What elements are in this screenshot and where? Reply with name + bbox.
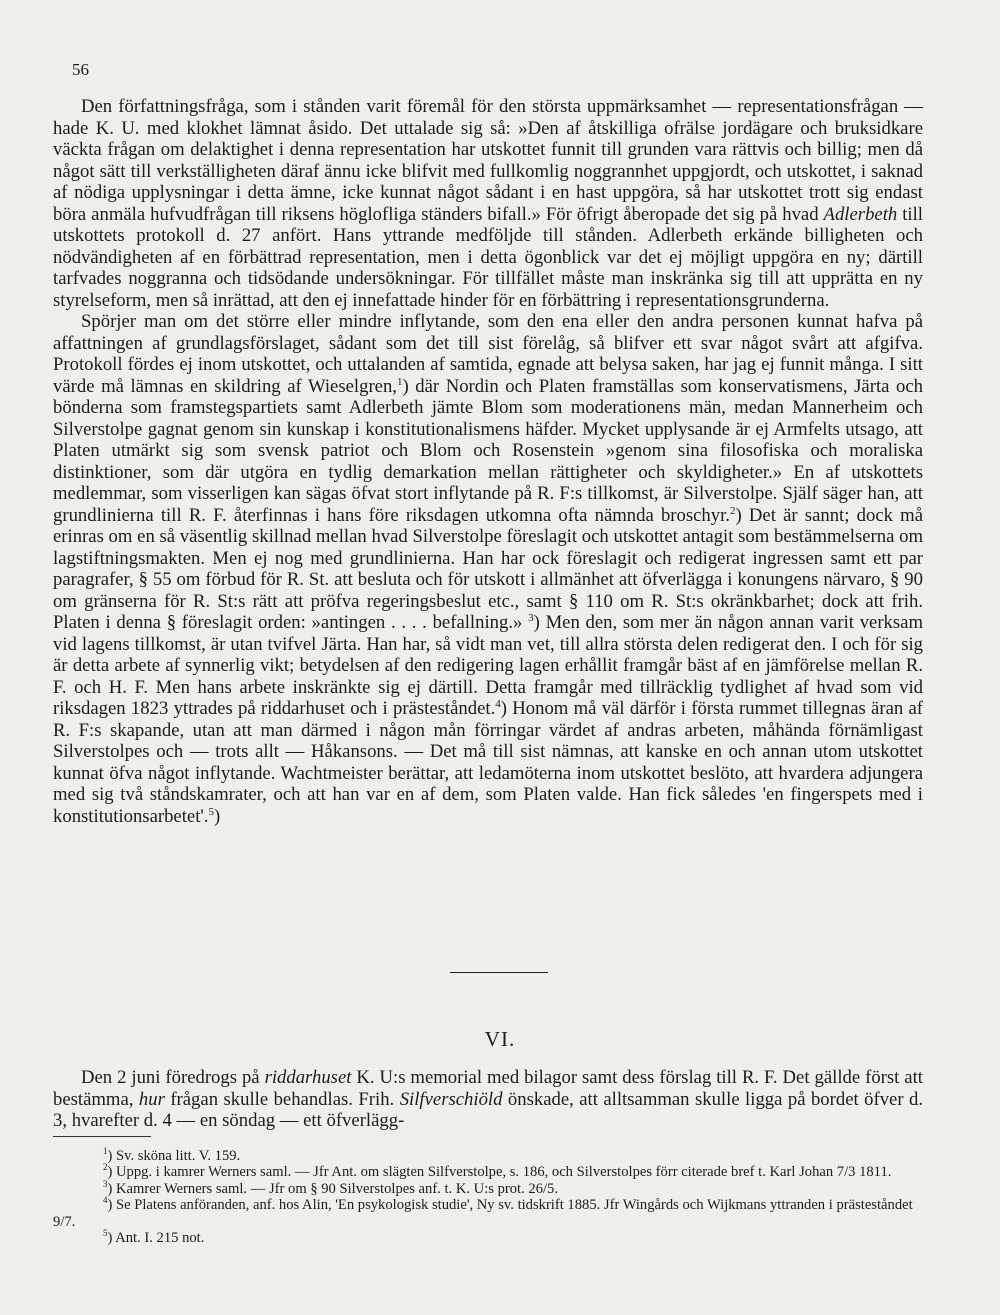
footnote-text: Sv. sköna litt. V. 159. — [116, 1148, 241, 1164]
footnote: $^3$) Kamrer Werners saml. — Jfr om § 90 Silverstolpes anf. t. K. U:s prot. 26/5. — [103, 1178, 558, 1197]
italic-run: Silfverschiöld — [399, 1088, 503, 1110]
page-number: 56 — [72, 60, 89, 79]
footnote-text: Kamrer Werners saml. — Jfr om § 90 Silverstolpes anf. t. K. U:s prot. 26/5. — [116, 1180, 558, 1197]
text-run: önskade, att alltsamman skulle ligga på bordet öfver d. 3, hvarefter d. 4 — en söndag — ett öfverlägg- — [53, 1088, 924, 1131]
footnote-text: Ant. I. 215 not. — [115, 1230, 205, 1247]
text-run: Men den, som mer än någon annan varit verksam vid lagens tillkomst, är utan tvifvel Järta. Han har, så vidt man vet, till allra största delen redigerat den. I och för sig är detta arbete af synnerlig vikt; betydelsen af den redigering lagen erhållit framgår bäst af en jämförelse mellan R. F. och H. F. Men hans arbete inskränkte sig ej därtill. Detta framgår med tillräcklig tydlighet af hvad som vid riksdagen 1823 yttrades på riddarhuset och i prästeståndet. — [53, 612, 923, 719]
footnote-ref: 5 — [208, 805, 214, 818]
footnote: $^1$) Sv. sköna litt. V. 159. — [103, 1146, 241, 1164]
italic-run: Adlerbeth — [823, 203, 898, 225]
section-text — [53, 1067, 923, 1132]
text-run: där Nordin och Platen framställas som konservatismens, Järta och bönderna som framstegspartiets samt Adlerbeth jämte Blom som moderationens män, medan Mannerheim och Silverstolpe gagnat genom sin kunskap i konstitutionalismens häfder. Mycket upplysande är ej Armfelts utsago, att Platen utmärkt sig som svensk patriot och Blom och Rosenstein »genom sina filosofiska och moraliska distinktioner, som där utgöra en tydlig demarkation mellan rättigheter och skyldigheter.» En af utskottets medlemmar, som visserligen kan sägas öfvat stort inflytande på R. F:s tillkomst, är Silverstolpe. Själf säger han, att grundlinierna till R. F. återfinnas i hans före riksdagen utkomna ofta nämnda broschyr. — [53, 375, 923, 526]
footnote-rule — [53, 1136, 151, 1137]
footnote-ref: 2 — [729, 504, 736, 517]
text-run: Honom må väl därför i första rummet tillegnas äran af R. F:s skapande, utan att man därmed i någon mån förringar värdet af andras arbeten, måhända förnämligast Silverstolpes och — trots allt — Håkansons. — Det må till sist nämnas, att kanske en och annan utom utskottet kunnat öfva något inflytande. Wachtmeister berättar, att ledamöterna inom utskottet beslöto, att hvardera adjungera med sig två ståndskamrater, och att han var en af dem, som Platen valde. Han fick således 'en fingerspets med i konstitutionsarbetet'. — [53, 698, 924, 827]
section-heading: VI. — [484, 1027, 516, 1051]
footnote-ref: 3 — [528, 611, 534, 624]
footnote-number: 5 — [103, 1228, 108, 1239]
paragraph: Spörjer man om det större eller mindre inflytande, som den ena eller den andra personen kunnat hafva på affattningen af grundlagsförslaget, sådant som det till sist förelåg, så blifver ett svar något svårt att afgifva. Protokoll fördes ej inom utskottet, och uttalanden af samtida, egnade att belysa saken, har jag ej funnit många. I sitt värde må lämnas en skildring af Wieselgren,$^1$) där Nordin och Platen framställas som konservatismens, Järta och bönderna som framstegspartiets samt Adlerbeth jämte Blom som moderationens män, medan Mannerheim och Silverstolpe gagnat genom sin kunskap i konstitutionalismens häfder. Mycket upplysande är ej Armfelts utsago, att Platen utmärkt sig som svensk patriot och Blom och Rosenstein »genom sina filosofiska och moraliska distinktioner, som där utgöra en tydlig demarkation mellan rättigheter och skyldigheter.» En af utskottets medlemmar, som visserligen kan sägas öfvat stort inflytande på R. F:s tillkomst, är Silverstolpe. Själf säger han, att grundlinierna till R. F. återfinnas i hans före riksdagen utkomna ofta nämnda broschyr.$^2$) Det är sannt; dock må erinras om en så väsentlig skillnad mellan hvad Silverstolpe föreslagit och utskottet antagit som bestämmelserna om lagstiftningsmakten. Men ej nog med grundlinierna. Han har ock föreslagit och redigerat ingressen samt ett par paragrafer, § 55 om förbud för R. St. att besluta och för utskott i allmänhet att öfverlägga i konungens närvaro, § 90 om gränserna för R. St:s rätt att pröfva regeringsbeslut etc., samt § 110 om R. St:s okränkbarhet; dock att frih. Platen i denna § föreslagit orden: »antingen . . . . befallning.» $^3$) Men den, som mer än någon annan varit verksam vid lagens tillkomst, är utan tvifvel Järta. Han har, så vidt man vet, till allra största delen redigerat den. I och för sig är detta arbete af synnerlig vikt; betydelsen af den redigering lagen erhållit framgår bäst af en jämförelse mellan R. F. och H. F. Men hans arbete inskränkte sig ej därtill. Detta framgår med tillräcklig tydlighet af hvad som vid riksdagen 1823 yttrades på riddarhuset och i prästeståndet.$^4$) Honom må väl därför i första rummet tillegnas äran af R. F:s skapande, utan att man därmed i någon mån förringar värdet af andras arbeten, måhända förnämligast Silverstolpes och — trots allt — Håkansons. — Det må till sist nämnas, att kanske en och annan utom utskottet kunnat öfva något inflytande. Wachtmeister berättar, att ledamöterna inom utskottet beslöto, att hvardera adjungera med sig två ståndskamrater, och att han var en af dem, som Platen valde. Han fick således 'en fingerspets med i konstitutionsarbetet'.$^5$) — [53, 311, 924, 827]
footnote: $^4$) Se Platens anföranden, anf. hos Alin, 'En psykologisk studie', Ny sv. tidskrift 1885. Jfr Wingårds och Wijkmans yttranden i prästeståndet 9/7. — [53, 1195, 913, 1230]
footnote-text: Uppg. i kamrer Werners saml. — Jfr Ant. om slägten Silfverstolpe, s. 186, och Silverstolpes förr citerade bref t. Karl Johan 7/3 1811. — [116, 1164, 892, 1181]
text-run: Den författningsfråga, som i stånden varit föremål för den största uppmärksamhet — representationsfrågan — hade K. U. med klokhet lämnat åsido. Det uttalade sig så: »Den af åtskilliga ofrälse jordägare och bruksidkare väckta frågan om delaktighet i denna representation har utskottet funnit till grunden vara rättvis och billig; men då något sätt till verkställigheten däraf ännu icke blifvit med fullkomlig noggrannhet uppgjordt, och utskottet, i saknad af nödiga upplysningar i detta ämne, icke kunnat något sådant i en hast uppgöra, så har utskottet trott sig endast böra anmäla hufvudfrågan till riksens höglofliga ständers bifall.» För öfrigt åberopade det sig på hvad — [53, 96, 923, 225]
paragraph — [53, 96, 923, 311]
footnote: $^5$) Ant. I. 215 not. — [103, 1228, 205, 1247]
footnote-number: 3 — [103, 1178, 108, 1189]
footnote: $^2$) Uppg. i kamrer Werners saml. — Jfr Ant. om slägten Silfverstolpe, s. 186, och Silverstolpes förr citerade bref t. Karl Johan 7/3 1811. — [103, 1162, 892, 1181]
text-run: Det är sannt; dock må erinras om en så väsentlig skillnad mellan hvad Silverstolpe föreslagit och utskottet antagit som bestämmelserna om lagstiftningsmakten. Men ej nog med grundlinierna. Han har ock föreslagit och redigerat ingressen samt ett par paragrafer, § 55 om förbud för R. St. att besluta och för utskott i allmänhet att öfverlägga i konungens närvaro, § 90 om gränserna för R. St:s rätt att pröfva regeringsbeslut etc., samt § 110 om R. St:s okränkbarhet; dock att frih. Platen i denna § föreslagit orden: »antingen . . . . befallning.» — [53, 504, 923, 633]
italic-run: hur — [138, 1088, 165, 1110]
footnote-number: 1 — [103, 1146, 108, 1157]
text-run: till utskottets protokoll d. 27 anfört. Hans yttrande medföljde till stånden. Adlerbeth erkände billigheten och nödvändigheten af en förbättrad representation, men i detta ögonblick var det ej möjligt uppgöra en ny; därtill tarfvades noggranna och tidsödande undersökningar. För tillfället måste man inskränka sig till att upprätta en ny styrelseform, men så inrättad, att den ej innefattade hinder för en förbättring i representationsgrunderna. — [53, 203, 924, 311]
footnote-number: 4 — [103, 1195, 108, 1206]
footnote-ref: 1 — [396, 375, 403, 388]
footnotes — [53, 1148, 923, 1246]
section-divider — [450, 972, 548, 973]
footnote-text: Se Platens anföranden, anf. hos Alin, 'En psykologisk studie', Ny sv. tidskrift 1885. Jfr Wingårds och Wijkmans yttranden i prästeståndet 9/7. — [53, 1197, 913, 1230]
footnote-ref: 4 — [495, 697, 501, 710]
text-run: K. U:s memorial med bilagor samt dess förslag till R. F. Det gällde först att bestämma, — [53, 1067, 923, 1110]
text-run: Den 2 juni föredrogs på — [81, 1067, 260, 1088]
footnote-number: 2 — [103, 1162, 108, 1173]
italic-run: riddarhuset — [264, 1067, 352, 1088]
text-run: Spörjer man om det större eller mindre inflytande, som den ena eller den andra personen kunnat hafva på affattningen af grundlagsförslaget, sådant som det till sist förelåg, så blifver ett svar något svårt att afgifva. Protokoll fördes ej inom utskottet, och uttalanden af samtida, egnade att belysa saken, har jag ej funnit många. I sitt värde må lämnas en skildring af Wieselgren, — [53, 311, 923, 397]
text-run: frågan skulle behandlas. Frih. — [170, 1088, 395, 1110]
paragraph — [53, 1067, 923, 1132]
main-text — [53, 96, 923, 827]
